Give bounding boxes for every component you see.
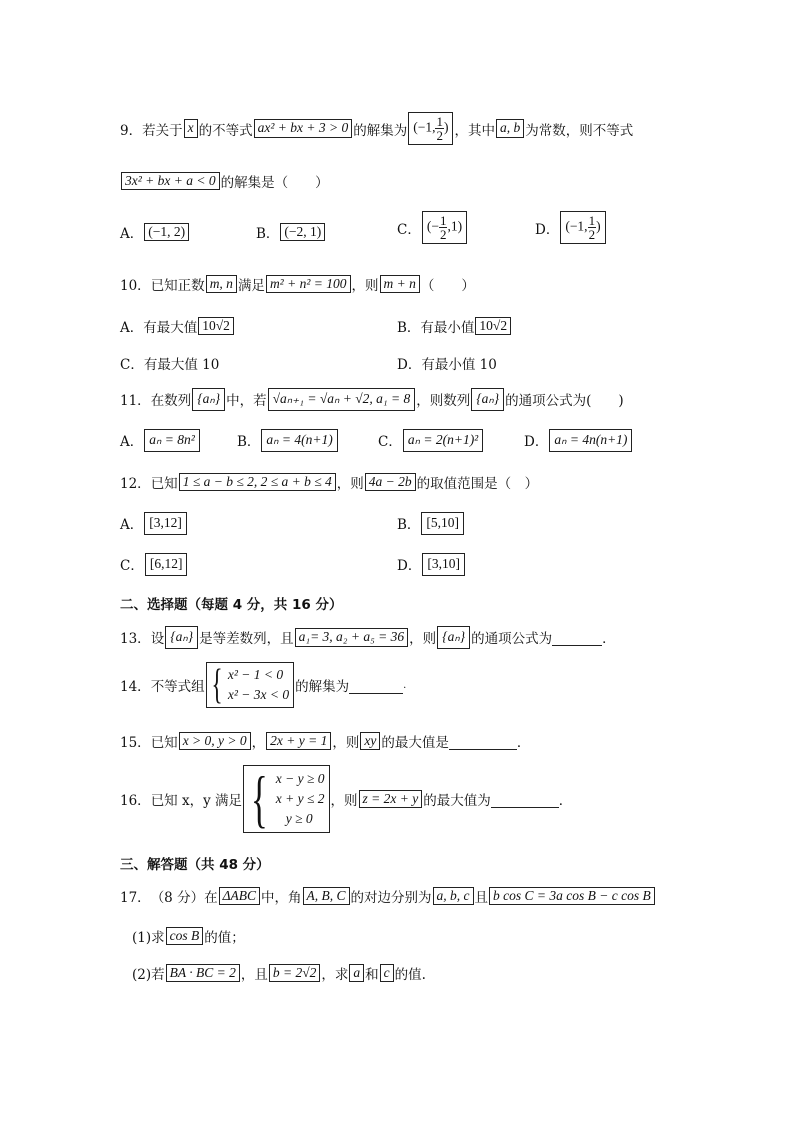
q16-objective: z = 2x + y xyxy=(359,790,423,809)
q15-condition-1: x > 0, y > 0 xyxy=(179,732,251,751)
q17-angles: A, B, C xyxy=(303,887,350,906)
q12-expression: 4a − 2b xyxy=(365,473,416,492)
q15-condition-2: 2x + y = 1 xyxy=(266,732,331,751)
q11-line: 11． 在数列 {aₙ} 中，若 √aₙ₊₁ = √aₙ + √2, a₁ = 8 ，则数列 {aₙ} 的通项公式为( ) xyxy=(120,388,624,411)
q9-text: 若关于 xyxy=(142,122,183,139)
q9-text: 为常数，则不等式 xyxy=(525,122,634,139)
q9-text: ，其中 xyxy=(454,122,495,139)
q9-option-b-value: (−2, 1) xyxy=(280,223,325,242)
section-3-heading: 三、解答题（共 48 分） xyxy=(120,857,270,873)
q9-option-d: D． (−1, $\frac{1}{2}$ ) xyxy=(535,211,607,244)
q11-option-c: C． aₙ = 2(n+1)² xyxy=(378,429,484,452)
q9-inequality-2: 3x² + bx + a < 0 xyxy=(121,172,220,191)
q17-triangle: ΔABC xyxy=(219,887,260,906)
q16-line: 16． 已知 x，y 满足 { x − y ≥ 0 x + y ≤ 2 y ≥ 0 ，则 z = 2x + y 的最大值为 ． xyxy=(120,763,573,834)
q16-answer-blank[interactable] xyxy=(491,791,559,808)
q13-condition: a₁= 3, a₂ + a₅ = 36 xyxy=(295,628,409,647)
q17-cosB: cos B xyxy=(166,927,204,946)
section-2-heading: 二、选择题（每题 4 分，共 16 分） xyxy=(120,597,343,613)
q9-line1 xyxy=(120,112,633,145)
q10-mn: m, n xyxy=(206,275,237,294)
q17-c: c xyxy=(380,964,394,983)
q17-part1: (1)求 cos B 的值； xyxy=(132,927,245,946)
q15-xy: xy xyxy=(360,732,380,751)
q9-option-b: B． (−2, 1) xyxy=(256,222,326,242)
q14-answer-blank[interactable] xyxy=(349,677,403,694)
q12-option-b-value: [5,10] xyxy=(421,512,464,535)
q13-sequence: {aₙ} xyxy=(165,626,198,649)
q9-number: 9． xyxy=(120,122,143,139)
q13-answer-blank[interactable] xyxy=(552,629,602,646)
q13-sequence-2: {aₙ} xyxy=(437,626,470,649)
q12-option-c-value: [6,12] xyxy=(145,553,188,576)
q11-condition: √aₙ₊₁ = √aₙ + √2, a₁ = 8 xyxy=(268,388,416,411)
q10-option-d: D．有最小值 10 xyxy=(397,357,497,373)
q9-text: 的解集是（ ） xyxy=(220,175,329,191)
q17-dot-product: BA · BC = 2 xyxy=(166,964,240,983)
q9-option-a: A． (−1, 2) xyxy=(120,222,190,242)
q10-option-b-value: 10√2 xyxy=(475,317,511,336)
q12-option-d: D． [3,10] xyxy=(397,553,466,576)
q17-b-value: b = 2√2 xyxy=(269,964,321,983)
q17-part2: (2)若 BA · BC = 2 ，且 b = 2√2 ，求 a 和 c 的值. xyxy=(132,964,426,983)
brace-icon: { xyxy=(250,763,268,834)
q16-system: { x − y ≥ 0 x + y ≤ 2 y ≥ 0 xyxy=(243,765,329,833)
q15-line: 15． 已知 x > 0, y > 0 ， 2x + y = 1 ，则 xy 的最大值是 ． xyxy=(120,732,531,751)
q11-sequence-2: {aₙ} xyxy=(471,388,504,411)
q9-text: 的不等式 xyxy=(198,122,253,139)
q9-solution-set: (−1, $\frac{1}{2}$ ) xyxy=(408,112,453,145)
q9-inequality: ax² + bx + 3 > 0 xyxy=(254,119,353,138)
q9-option-d-value: (−1, $\frac{1}{2}$ ) xyxy=(560,211,605,244)
q12-option-d-value: [3,10] xyxy=(422,553,465,576)
q10-line: 10． 已知正数 m, n 满足 m² + n² = 100 ，则 m + n （ ） xyxy=(120,275,475,294)
q11-option-a: A． aₙ = 8n² xyxy=(120,429,201,452)
q9-var-x: x xyxy=(184,119,198,138)
q11-option-d-value: aₙ = 4n(n+1) xyxy=(549,429,632,452)
q11-option-b-value: aₙ = 4(n+1) xyxy=(261,429,337,452)
q11-option-c-value: aₙ = 2(n+1)² xyxy=(403,429,483,452)
q10-expression: m + n xyxy=(380,275,420,294)
q12-option-a: A． [3,12] xyxy=(120,512,188,535)
q10-option-c: C．有最大值 10 xyxy=(120,357,220,373)
q9-option-c: C． (− $\frac{1}{2}$ ,1) xyxy=(397,211,468,244)
q17-sides: a, b, c xyxy=(433,887,474,906)
q14-system: { x² − 1 < 0 x² − 3x < 0 xyxy=(206,662,294,708)
q9-ab: a, b xyxy=(496,119,524,138)
q14-line: 14． 不等式组 { x² − 1 < 0 x² − 3x < 0 的解集为 . xyxy=(120,662,407,708)
q10-option-a-value: 10√2 xyxy=(198,317,234,336)
q15-answer-blank[interactable] xyxy=(449,733,517,750)
q9-text: 的解集为 xyxy=(353,122,408,139)
brace-icon: { xyxy=(211,662,223,708)
q12-option-c: C． [6,12] xyxy=(120,553,188,576)
q10-option-a: A．有最大值 10√2 xyxy=(120,316,235,336)
q12-option-a-value: [3,12] xyxy=(144,512,187,535)
q10-equation: m² + n² = 100 xyxy=(266,275,351,294)
q12-line: 12． 已知 1 ≤ a − b ≤ 2, 2 ≤ a + b ≤ 4 ，则 4a − 2b 的取值范围是（ ） xyxy=(120,473,539,492)
q10-option-b: B．有最小值 10√2 xyxy=(397,316,512,336)
q9-line2 xyxy=(120,171,329,191)
q11-sequence: {aₙ} xyxy=(192,388,225,411)
q17-line: 17． （8 分）在 ΔABC 中，角 A, B, C 的对边分别为 a, b, c 且 b cos C = 3a cos B − c cos B xyxy=(120,886,656,906)
q17-condition: b cos C = 3a cos B − c cos B xyxy=(489,887,655,906)
q12-condition: 1 ≤ a − b ≤ 2, 2 ≤ a + b ≤ 4 xyxy=(179,473,336,492)
q9-option-c-value: (− $\frac{1}{2}$ ,1) xyxy=(422,211,467,244)
q13-line: 13． 设 {aₙ} 是等差数列，且 a₁= 3, a₂ + a₅ = 36 ，则 {aₙ} 的通项公式为 ． xyxy=(120,626,616,649)
q12-option-b: B． [5,10] xyxy=(397,512,465,535)
q17-a: a xyxy=(349,964,364,983)
q11-option-b: B． aₙ = 4(n+1) xyxy=(237,429,339,452)
q9-option-a-value: (−1, 2) xyxy=(144,223,189,242)
q11-option-d: D． aₙ = 4n(n+1) xyxy=(524,429,633,452)
q11-option-a-value: aₙ = 8n² xyxy=(144,429,200,452)
